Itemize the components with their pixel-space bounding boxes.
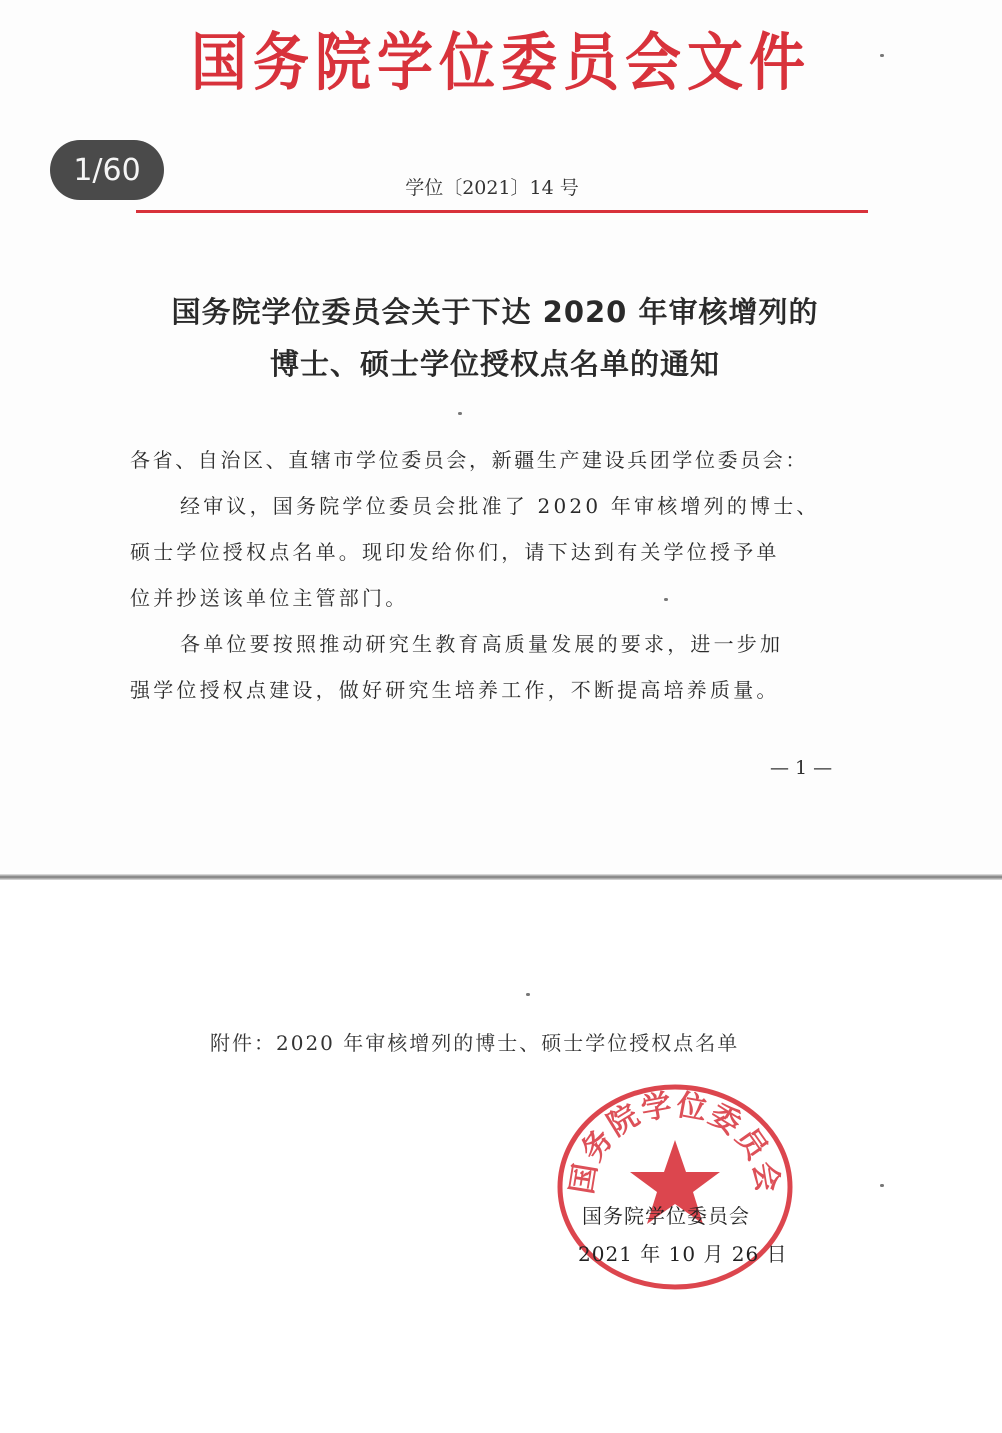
- scan-speck: [526, 993, 530, 996]
- paragraph-2-line-2: 强学位授权点建设，做好研究生培养工作，不断提高培养质量。: [130, 678, 780, 702]
- document-number: 学位〔2021〕14 号: [405, 177, 579, 199]
- page-number: — 1 —: [770, 757, 833, 779]
- scan-speck: [880, 1184, 884, 1187]
- document-header: 国务院学位委员会文件: [191, 26, 811, 100]
- salutation: 各省、自治区、直辖市学位委员会，新疆生产建设兵团学位委员会：: [130, 448, 808, 472]
- attachment-line: 附件：2020 年审核增列的博士、硕士学位授权点名单: [210, 1031, 740, 1055]
- document-page-2: [0, 880, 1002, 1433]
- paragraph-2-line-1: 各单位要按照推动研究生教育高质量发展的要求，进一步加: [180, 632, 784, 656]
- signature-date: 2021 年 10 月 26 日: [578, 1242, 788, 1266]
- document-title-line-2: 博士、硕士学位授权点名单的通知: [269, 347, 720, 381]
- paragraph-1-line-1: 经审议，国务院学位委员会批准了 2020 年审核增列的博士、: [180, 494, 820, 518]
- paragraph-1-line-3: 位并抄送该单位主管部门。: [130, 586, 409, 610]
- paragraph-1-line-2: 硕士学位授权点名单。现印发给你们，请下达到有关学位授予单: [130, 540, 780, 564]
- scan-speck: [458, 412, 462, 415]
- document-title-line-1: 国务院学位委员会关于下达 2020 年审核增列的: [171, 295, 819, 329]
- signer-name: 国务院学位委员会: [582, 1204, 750, 1228]
- red-divider-line: [136, 210, 868, 213]
- svg-text:国务院学位委员会: 国务院学位委员会: [564, 1087, 786, 1197]
- scan-speck: [664, 598, 668, 601]
- scan-speck: [880, 54, 884, 57]
- page-indicator: 1/60: [50, 140, 164, 200]
